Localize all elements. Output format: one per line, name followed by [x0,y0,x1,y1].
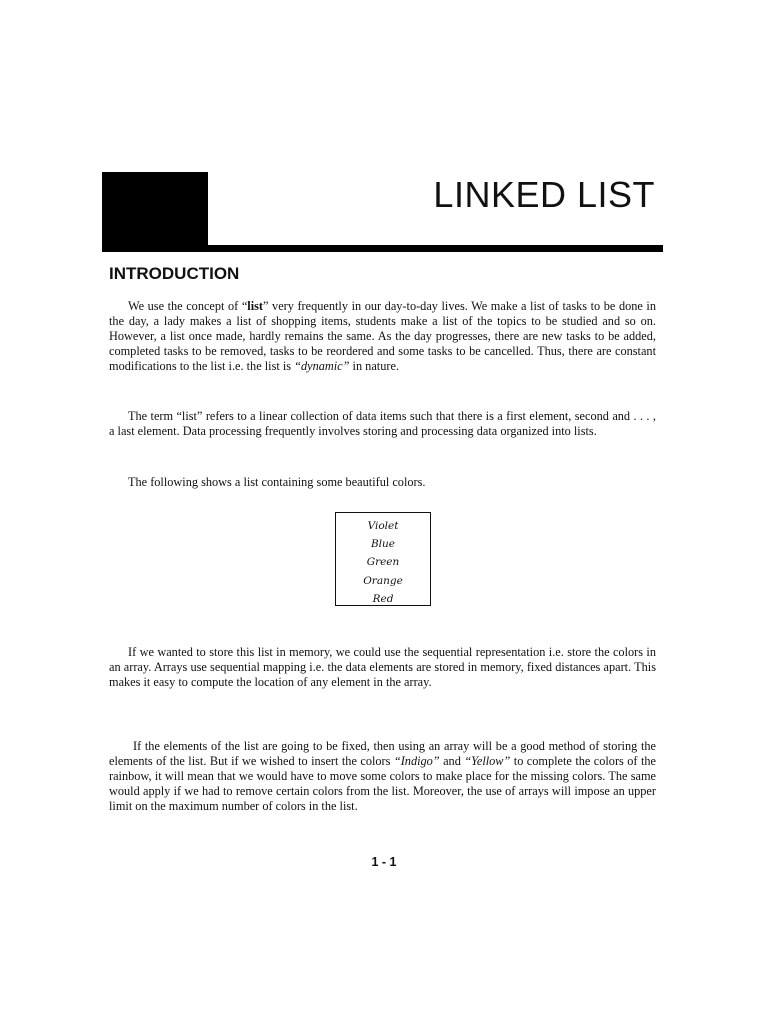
color-item: Violet [367,520,399,532]
color-item: Red [372,592,394,605]
colors-list-box [335,512,431,606]
color-item: Blue [370,538,396,551]
paragraph-array-text-a: If the elements of the list are going to be fixed, then using an array will be a good method of storing the elements of the list. But if we wished to insert the colors [109,739,656,768]
paragraph-intro [109,299,656,374]
paragraph-array-storage: If we wanted to store this list in memory, we could use the sequential representation i.e. store the colors in an array. Arrays use sequential mapping i.e. the data elements are stored in memory, fixed distances apart. This makes it easy to compute the location of any element in the array. [109,645,656,689]
colors-list [336,513,430,608]
paragraph-list-definition: The term “list” refers to a linear collection of data items such that there is a first element, second and . . . , a last element. Data processing frequently involves storing and processing data organized into lists. [109,409,656,438]
bold-term-list: list [247,299,264,313]
paragraph-colors-intro: The following shows a list containing some beautiful colors. [128,475,426,489]
italic-color-yellow: “Yellow” [464,754,511,768]
page-number: 1 - 1 [371,855,397,869]
paragraph-intro-text-c: ” very frequently in our day-to-day lives. We make a list of tasks to be done in the day, a lady makes a list of shopping items, students make a list of the topics to be studied and so on. However, a list once made, hardly remains the same. As the day progresses, there are new tasks to be added, completed tasks to be removed, tasks to be reordered and some tasks to be cancelled. Thus, there are constant modifications to the list i.e. the list is [109,299,656,373]
paragraph-array-text-e: to complete the colors of the rainbow, it will mean that we would have to move some colors to make place for the missing colors. The same would apply if we had to remove certain colors from the list. Moreover, the use of arrays will impose an upper limit on the maximum number of colors in the list. [109,754,656,813]
paragraph-intro-text-a: We use the concept of “ [128,299,248,313]
italic-term-dynamic: “dynamic” [294,359,350,373]
paragraph-array-text-c: and [439,754,465,768]
paragraph-intro-text-e: in nature. [349,359,399,373]
color-item: Orange [363,574,403,587]
chapter-title: LINKED LIST [433,174,655,215]
section-heading: INTRODUCTION [109,264,240,283]
italic-color-indigo: “Indigo” [393,754,440,768]
paragraph-array-limitations [109,739,656,814]
color-item: Green [366,556,400,569]
chapter-heading-rule [102,245,663,252]
chapter-black-block [102,172,208,252]
